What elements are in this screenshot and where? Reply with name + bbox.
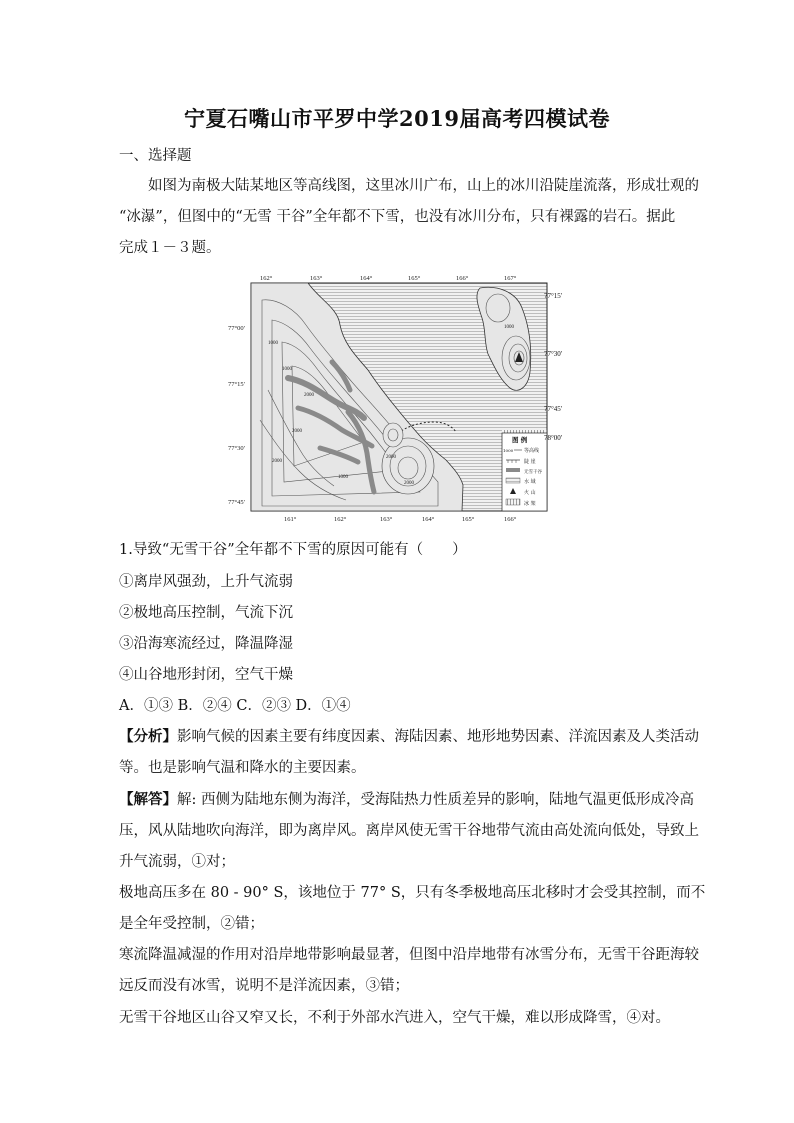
legend-item: 火 山 [524,490,536,496]
intro-line-1: 如图为南极大陆某地区等高线图，这里冰川广布，山上的冰川沿陡崖流落，形成壮观的 [148,178,699,194]
analysis-text: 影响气候的因素主要有纬度因素、海陆因素、地形地势因素、洋流因素及人类活动 [177,729,699,745]
lon-top-label: 164° [360,275,373,282]
intro-line-3: 完成１－３题。 [119,240,221,256]
solution-line [119,790,694,810]
legend-item: 陡 崖 [524,459,536,465]
option-item: ④山谷地形封闭，空气干燥 [119,667,293,683]
lat-right-label: 78°00′ [544,434,563,442]
lon-top-label: 167° [504,275,517,282]
lon-bottom-label: 165° [462,516,475,523]
lon-bottom-label: 163° [380,516,393,523]
contour-label: 2000 [304,393,314,398]
contour-label: 1000 [282,367,292,372]
contour-map-figure [228,270,563,523]
option-item: ②极地高压控制，气流下沉 [119,605,293,621]
solution-tag: 【解答】 [119,791,177,808]
lon-top-label: 165° [408,275,421,282]
lon-top-label: 162° [260,275,273,282]
contour-map [228,270,550,523]
lat-left-label: 77°15′ [228,381,246,388]
lat-left-label: 77°30′ [228,445,246,452]
solution-line: 压，风从陆地吹向海洋，即为离岸风。离岸风使无雪干谷地带气流由高处流向低处，导致上 [119,823,699,839]
map-legend [502,433,547,511]
contour-label: 1000 [338,475,348,480]
lon-bottom-label: 166° [504,516,517,523]
contour-label: 2000 [292,429,302,434]
contour-label: 2000 [272,459,282,464]
answer-choices: A．①③ B．②④ C．②③ D．①④ [119,698,351,714]
intro-line-2: “冰瀑”，但图中的“无雪 干谷”全年都不下雪，也没有冰川分布，只有裸露的岩石。据此 [119,209,676,225]
solution-line: 无雪干谷地区山谷又窄又长，不利于外部水汽进入，空气干燥，难以形成降雪，④对。 [119,1010,670,1026]
contour-label: 1000 [268,341,278,346]
contour-label: 2000 [404,481,414,486]
lat-left-label: 77°00′ [228,325,246,332]
page-title: 宁夏石嘴山市平罗中学2019届高考四模试卷 [184,106,610,131]
contour-label: 1000 [504,325,514,330]
solution-line: 极地高压多在 80 - 90° S，该地位于 77° S，只有冬季极地高压北移时才会受其控制，而不 [119,885,706,901]
lon-bottom-label: 162° [334,516,347,523]
section-heading: 一、选择题 [119,148,192,164]
lat-left-label: 77°45′ [228,499,246,506]
option-item: ③沿海寒流经过，降温降湿 [119,636,293,652]
lon-bottom-label: 161° [284,516,297,523]
solution-line: 寒流降温减湿的作用对沿岸地带影响最显著，但图中沿岸地带有冰雪分布，无雪干谷距海较 [119,947,699,963]
lon-top-label: 166° [456,275,469,282]
solution-line: 远反而没有冰雪，说明不是洋流因素，③错； [119,978,409,994]
lon-bottom-label: 164° [422,516,435,523]
legend-contour-sample: 1000 [503,448,514,453]
analysis-tag: 【分析】 [119,728,177,745]
solution-line: 是全年受控制，②错； [119,916,264,932]
legend-title: 图 例 [512,436,528,444]
analysis-line: 等。也是影响气温和降水的主要因素。 [119,760,366,776]
solution-text: 解: 西侧为陆地东侧为海洋，受海陆热力性质差异的影响，陆地气温更低形成冷高 [177,792,694,808]
lat-right-label: 77°30′ [544,350,563,358]
legend-item: 冰 架 [524,501,536,507]
legend-item: 无雪干谷 [524,470,542,475]
solution-line: 升气流弱，①对； [119,854,235,870]
option-item: ①离岸风强劲，上升气流弱 [119,574,293,590]
analysis-line [119,727,699,747]
lat-right-label: 77°45′ [544,405,563,413]
question-stem: 1.导致“无雪干谷”全年都不下雪的原因可能有（ ） [119,542,467,558]
contour-label: 2000 [386,455,396,460]
lat-right-label: 77°15′ [544,292,563,300]
lon-top-label: 163° [310,275,323,282]
legend-item: 等高线 [524,448,540,454]
legend-item: 水 域 [524,479,536,485]
